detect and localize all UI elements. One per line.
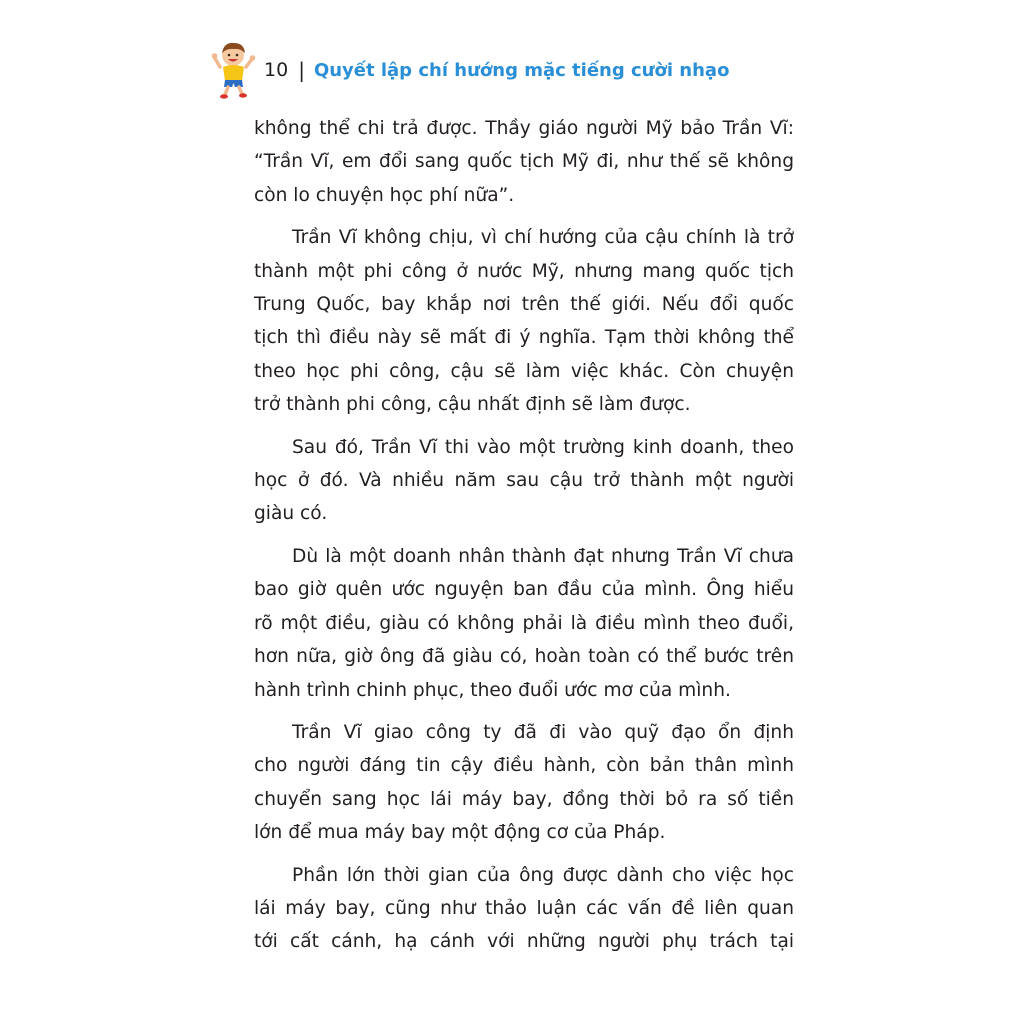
text-line: tới cất cánh, hạ cánh với những người phụ trách tại xyxy=(254,931,794,953)
text-line: học ở đó. Và nhiều năm sau cậu trở thành một người xyxy=(254,470,794,492)
paragraph-5 xyxy=(254,716,794,850)
text-line: hơn nữa, giờ ông đã giàu có, hoàn toàn có thể bước trên xyxy=(254,646,794,668)
paragraph-6 xyxy=(254,859,794,959)
page-header xyxy=(212,40,729,100)
running-title: Quyết lập chí hướng mặc tiếng cười nhạo xyxy=(313,59,730,81)
text-line: “Trần Vĩ, em đổi sang quốc tịch Mỹ đi, như thế sẽ không xyxy=(254,151,794,173)
text-line: Phần lớn thời gian của ông được dành cho việc học xyxy=(292,864,794,886)
text-line: trở thành phi công, cậu nhất định sẽ làm được. xyxy=(254,394,691,416)
text-line: lớn để mua máy bay một động cơ của Pháp. xyxy=(254,822,666,844)
text-line: không thể chi trả được. Thầy giáo người Mỹ bảo Trần Vĩ: xyxy=(254,118,794,139)
text-line: Sau đó, Trần Vĩ thi vào một trường kinh doanh, theo xyxy=(292,436,794,458)
text-line: theo học phi công, cậu sẽ làm việc khác. Còn chuyện xyxy=(254,360,794,382)
text-line: Dù là một doanh nhân thành đạt nhưng Trần Vĩ chưa xyxy=(292,545,794,567)
text-line: rõ một điều, giàu có không phải là điều mình theo đuổi, xyxy=(254,612,794,634)
text-line: Trần Vĩ giao công ty đã đi vào quỹ đạo ổn định xyxy=(292,721,794,743)
text-line: Trần Vĩ không chịu, vì chí hướng của cậu chính là trở xyxy=(292,227,794,249)
text-line: thành một phi công ở nước Mỹ, nhưng mang quốc tịch xyxy=(254,260,794,282)
header-separator: | xyxy=(298,58,305,82)
page-number: 10 xyxy=(264,59,289,81)
text-line: chuyển sang học lái máy bay, đồng thời bỏ ra số tiền xyxy=(254,788,794,810)
text-line: hành trình chinh phục, theo đuổi ước mơ của mình. xyxy=(254,679,731,701)
text-line: tịch thì điều này sẽ mất đi ý nghĩa. Tạm thời không thể xyxy=(254,327,794,349)
text-line: còn lo chuyện học phí nữa”. xyxy=(254,184,515,206)
text-line: giàu có. xyxy=(254,503,328,525)
cheering-boy-mascot-icon xyxy=(212,41,256,99)
paragraph-1 xyxy=(254,112,794,212)
text-line: Trung Quốc, bay khắp nơi trên thế giới. Nếu đổi quốc xyxy=(254,294,794,316)
text-line: cho người đáng tin cậy điều hành, còn bản thân mình xyxy=(254,755,794,777)
paragraph-3 xyxy=(254,431,794,531)
text-line: bao giờ quên ước nguyện ban đầu của mình. Ông hiểu xyxy=(254,579,794,601)
paragraph-4 xyxy=(254,540,794,707)
text-line: lái máy bay, cũng như thảo luận các vấn đề liên quan xyxy=(254,897,794,919)
body-text xyxy=(254,112,794,968)
paragraph-2 xyxy=(254,221,794,421)
